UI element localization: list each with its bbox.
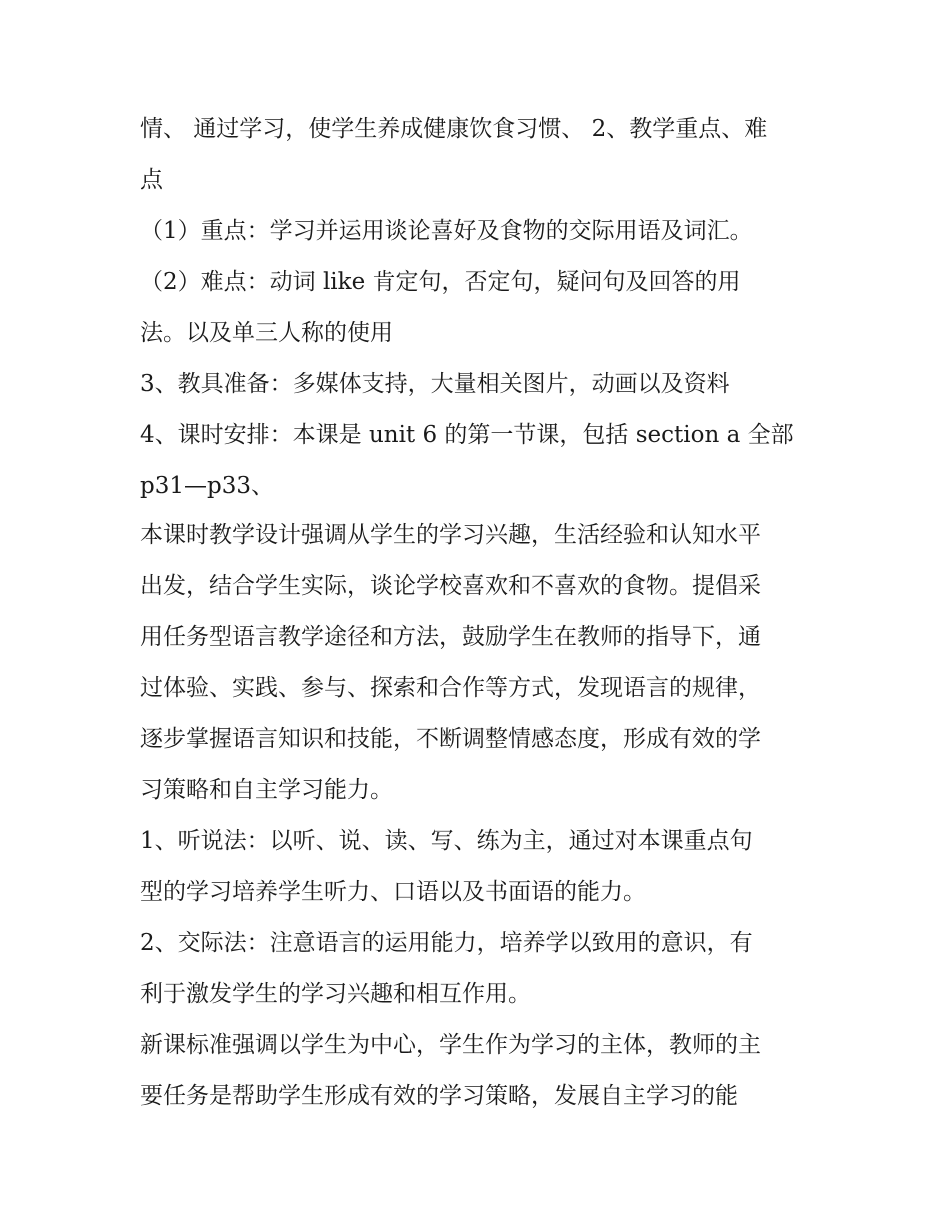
- text-line: 要任务是帮助学生形成有效的学习策略，发展自主学习的能: [140, 1083, 738, 1109]
- text-line: 习策略和自主学习能力。: [140, 777, 393, 803]
- text-line: 点: [140, 167, 163, 193]
- text-line: 用任务型语言教学途径和方法，鼓励学生在教师的指导下，通: [140, 624, 761, 650]
- text-line: 3、教具准备：多媒体支持，大量相关图片，动画以及资料: [140, 371, 730, 397]
- text-line: 法。以及单三人称的使用: [140, 320, 393, 346]
- text-line: （2）难点：动词 like 肯定句，否定句，疑问句及回答的用: [140, 269, 741, 295]
- text-line: 过体验、实践、参与、探索和合作等方式，发现语言的规律，: [140, 675, 761, 701]
- text-line: 利于激发学生的学习兴趣和相互作用。: [140, 981, 531, 1007]
- text-line: 1、听说法：以听、说、读、写、练为主，通过对本课重点句: [140, 828, 753, 854]
- text-line: 4、课时安排：本课是 unit 6 的第一节课，包括 section a 全部: [140, 422, 794, 448]
- text-line: 逐步掌握语言知识和技能，不断调整情感态度，形成有效的学: [140, 726, 761, 752]
- text-line: 出发，结合学生实际，谈论学校喜欢和不喜欢的食物。提倡采: [140, 573, 761, 599]
- text-line: 新课标准强调以学生为中心，学生作为学习的主体，教师的主: [140, 1032, 761, 1058]
- text-line: （1）重点：学习并运用谈论喜好及食物的交际用语及词汇。: [140, 218, 753, 244]
- text-line: p31—p33、: [140, 473, 274, 499]
- text-line: 2、交际法：注意语言的运用能力，培养学以致用的意识，有: [140, 930, 753, 956]
- text-line: 情、 通过学习，使学生养成健康饮食习惯、 2、教学重点、难: [140, 116, 768, 142]
- text-line: 本课时教学设计强调从学生的学习兴趣，生活经验和认知水平: [140, 522, 761, 548]
- text-line: 型的学习培养学生听力、口语以及书面语的能力。: [140, 879, 646, 905]
